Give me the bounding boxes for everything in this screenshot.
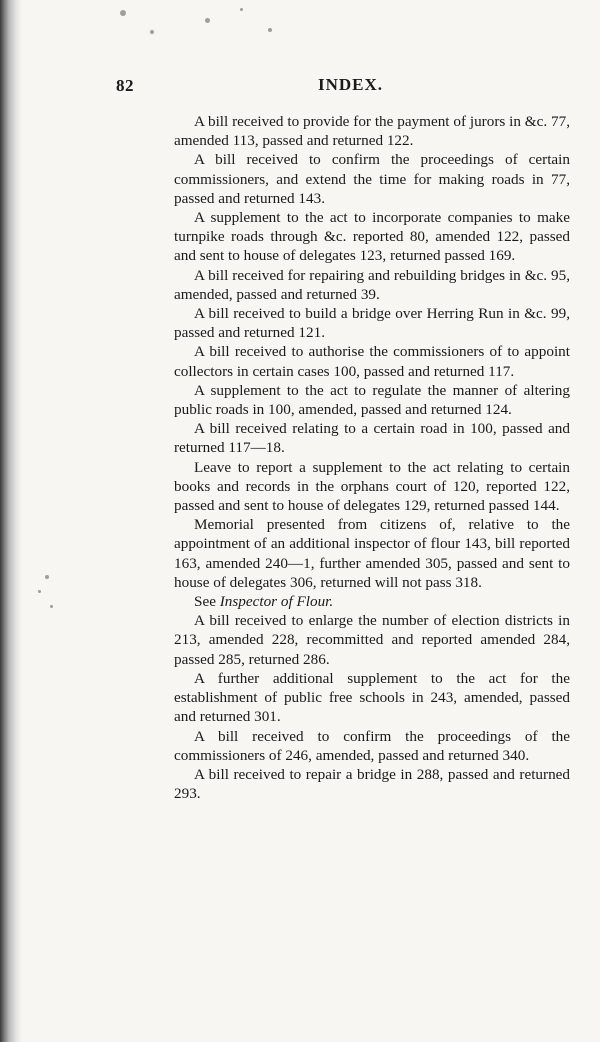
index-entry: A bill received to confirm the proceedings of the commissioners of 246, amended, passed and returned 340. — [174, 727, 570, 764]
index-entry: A bill received to provide for the payment of jurors in &c. 77, amended 113, passed and returned 122. — [174, 113, 570, 150]
cross-reference-label: See — [194, 593, 216, 611]
page-binding-edge — [0, 0, 22, 1042]
index-entry: A further additional supplement to the act for the establishment of public free schools in 243, amended, passed and returned 301. — [174, 669, 570, 726]
index-entry: A bill received to enlarge the number of election districts in 213, amended 228, recommitted and reported amended 284, passed 285, returned 286. — [174, 612, 570, 668]
ink-speckle — [38, 590, 41, 593]
index-entry: A bill received to build a bridge over Herring Run in &c. 99, passed and returned 121. — [174, 305, 570, 342]
ink-speckle — [205, 18, 210, 23]
ink-speckle — [150, 30, 154, 34]
index-entry: A supplement to the act to incorporate companies to make turnpike roads through &c. reported 80, amended 122, passed and sent to house of delegates 123, returned passed 169. — [174, 209, 570, 265]
index-entry: A bill received for repairing and rebuilding bridges in &c. 95, amended, passed and returned 39. — [174, 266, 570, 303]
index-entry: A supplement to the act to regulate the manner of altering public roads in 100, amended, passed and returned 124. — [174, 381, 570, 419]
index-entry: Leave to report a supplement to the act relating to certain books and records in the orphans court of 120, reported 122, passed and sent to house of delegates 129, returned passed 144. — [174, 458, 570, 515]
index-entry: A bill received relating to a certain road in 100, passed and returned 117—18. — [174, 420, 570, 457]
index-entry: Memorial presented from citizens of, relative to the appointment of an additional inspector of flour 143, bill reported 163, amended 240—1, further amended 305, passed and sent to house of delegates 306, returned will not pass 318. — [174, 516, 570, 591]
cross-reference-target: Inspector of Flour. — [219, 593, 334, 611]
page-number: 82 — [116, 76, 134, 95]
cross-reference — [174, 592, 570, 611]
index-entry: A bill received to confirm the proceedings of certain commissioners, and extend the time for making roads in 77, passed and returned 143. — [174, 151, 570, 207]
page-title: INDEX. — [318, 75, 384, 94]
ink-speckle — [240, 8, 243, 11]
ink-speckle — [50, 605, 53, 608]
index-entries — [174, 112, 570, 803]
ink-speckle — [45, 575, 49, 579]
ink-speckle — [120, 10, 126, 16]
index-entry: A bill received to repair a bridge in 288, passed and returned 293. — [174, 765, 570, 803]
index-entry: A bill received to authorise the commissioners of to appoint collectors in certain cases 100, passed and returned 117. — [174, 343, 570, 380]
ink-speckle — [268, 28, 272, 32]
